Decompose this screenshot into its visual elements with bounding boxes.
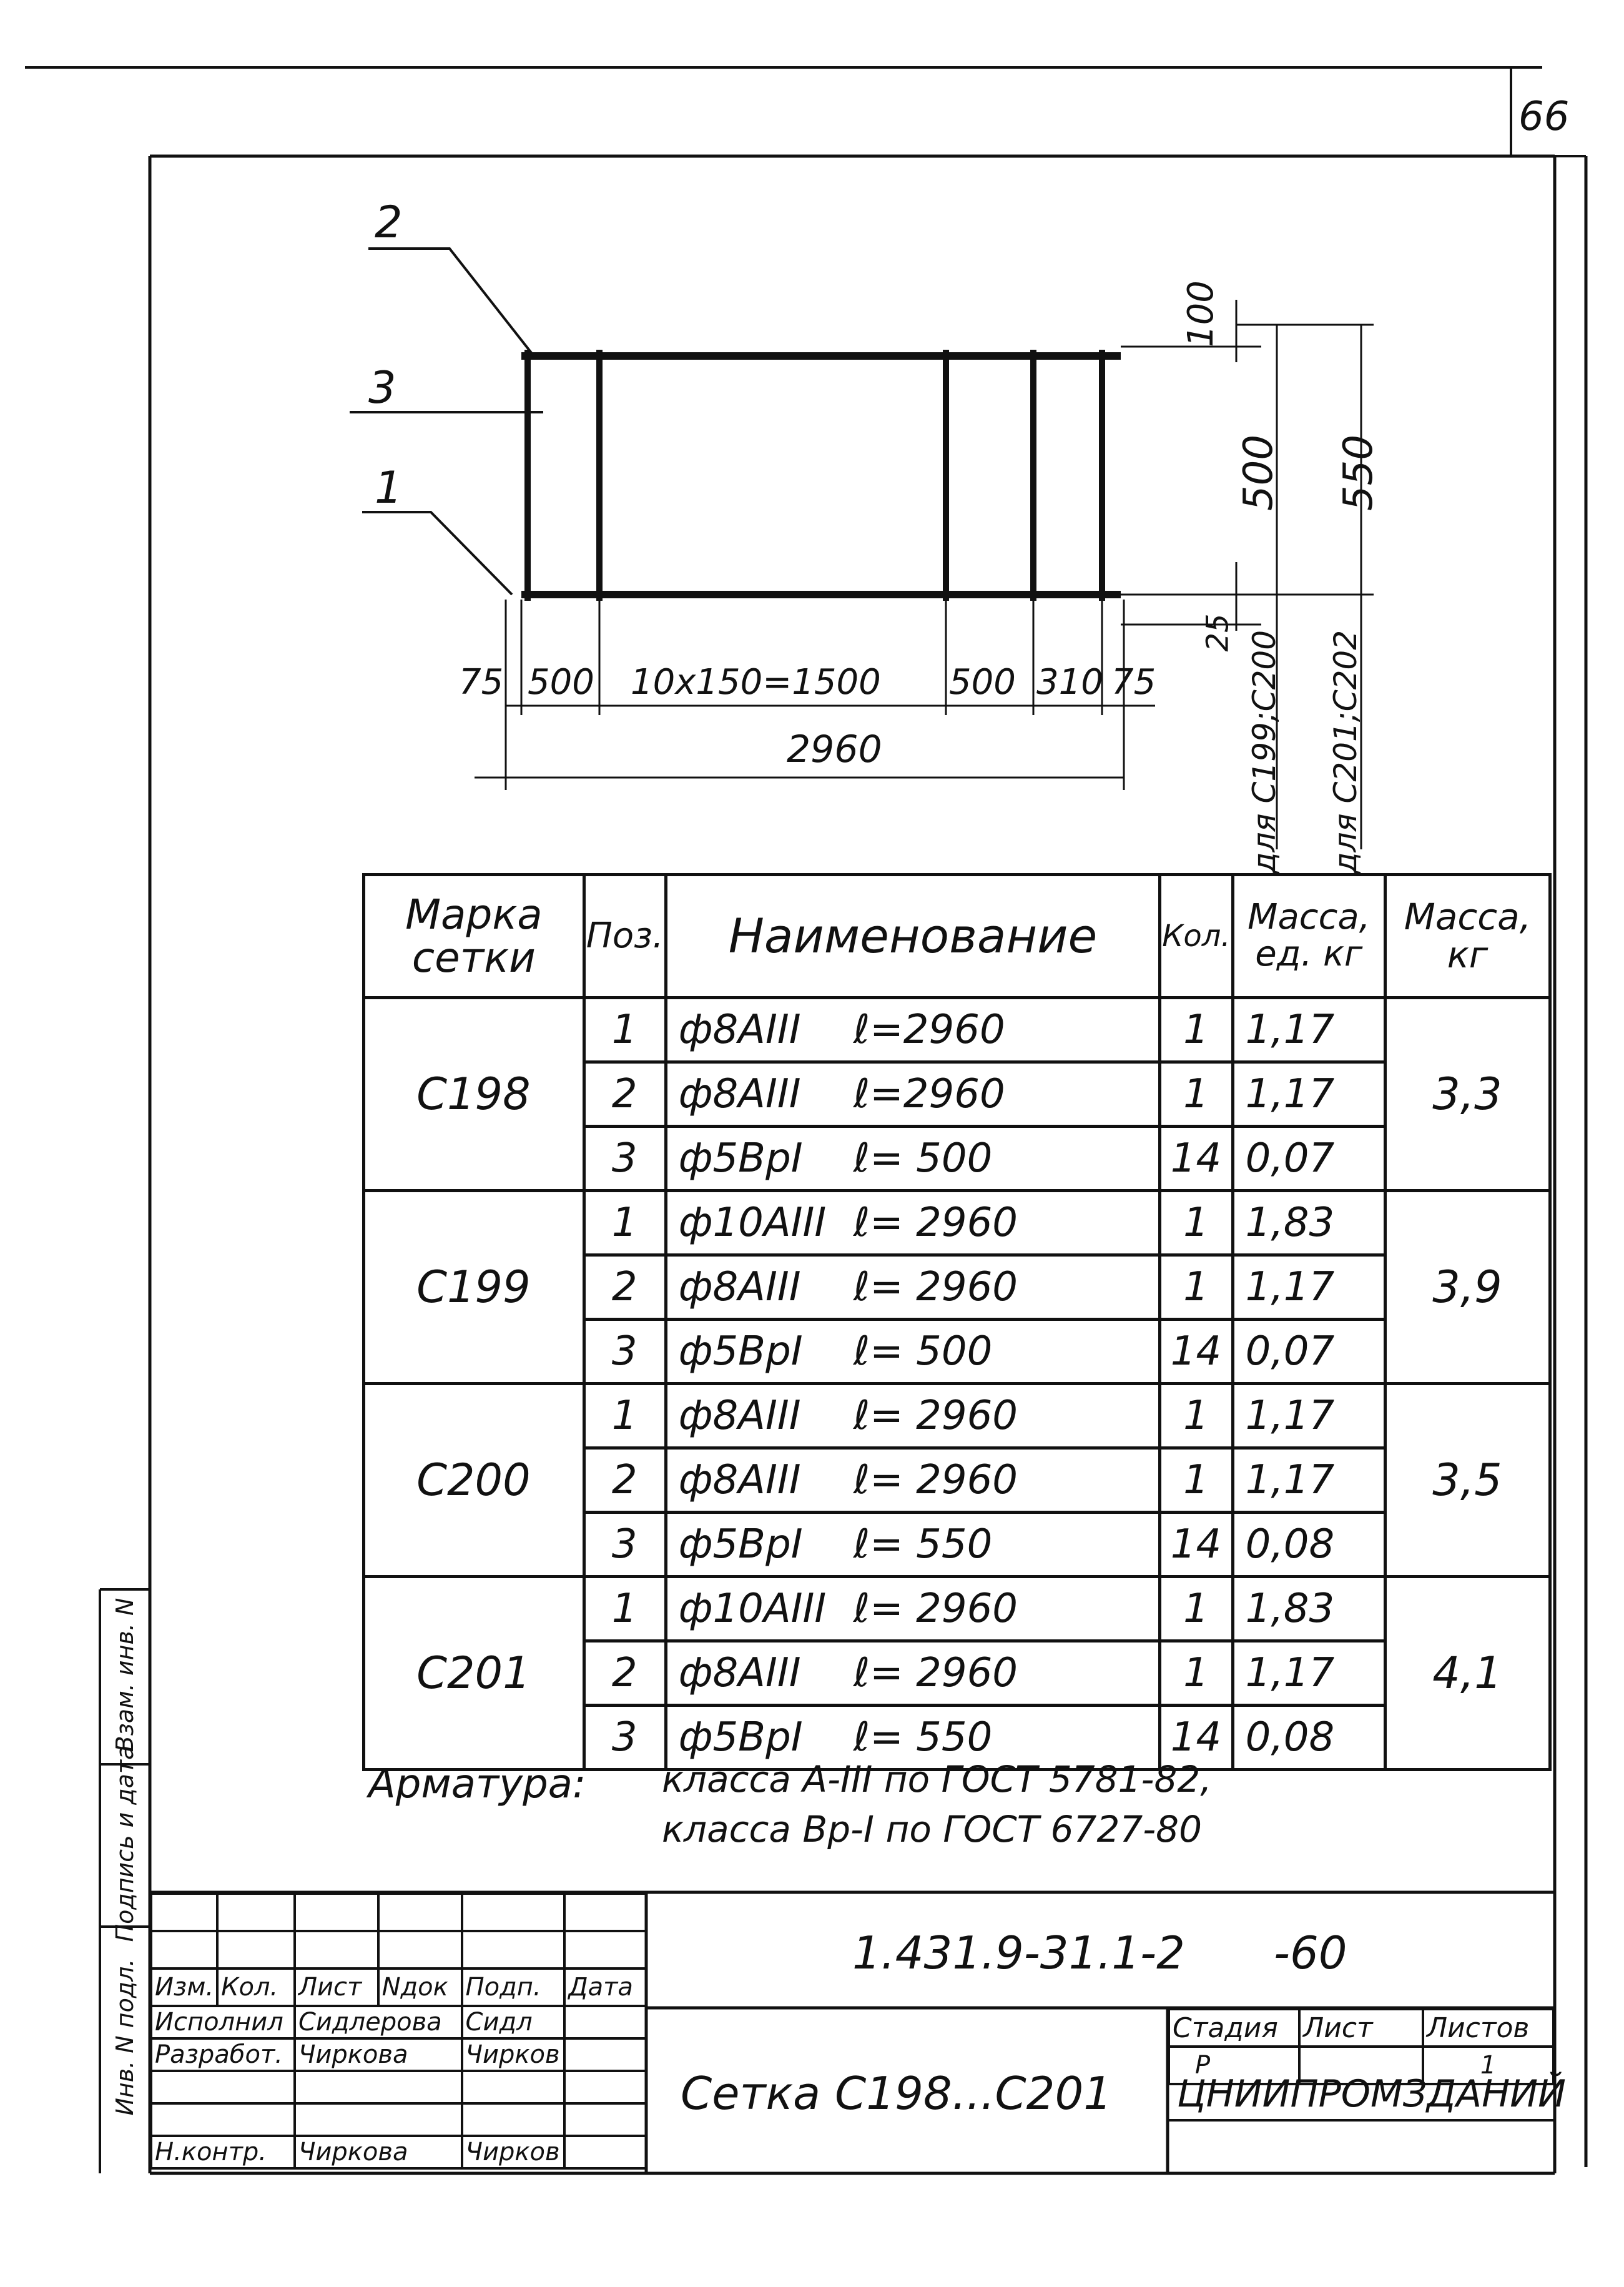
dim-10x150: 10x150=1500 <box>631 662 881 703</box>
total-mass-cell: 3,3 <box>1385 998 1550 1191</box>
side-stamp-sign-date: Подпись и дата <box>111 1745 139 1942</box>
bar-length: ℓ= 550 <box>853 1521 993 1568</box>
bar-name: ф8АIII <box>678 1071 801 1117</box>
bar-name: ф8АIII <box>678 1393 801 1439</box>
pos-cell: 3 <box>584 1706 666 1770</box>
mass-cell: 0,08 <box>1233 1513 1385 1577</box>
pos-cell: 1 <box>584 1384 666 1448</box>
dim-25: 25 <box>1200 613 1236 652</box>
bar-name: ф8АIII <box>678 1650 801 1696</box>
total-mass-cell: 3,5 <box>1385 1384 1550 1577</box>
hdr-podp: Подп. <box>462 1968 565 2006</box>
qty-cell: 1 <box>1160 1448 1233 1513</box>
pos-label-1: 1 <box>375 462 403 513</box>
table-row <box>364 1577 1550 1641</box>
mark-cell: С198 <box>364 998 584 1191</box>
qty-cell: 1 <box>1160 998 1233 1062</box>
qty-cell: 1 <box>1160 1641 1233 1706</box>
name-cell <box>666 1513 1160 1577</box>
role-label <box>151 2071 295 2103</box>
dim-550-vertical: 550 <box>1336 434 1382 511</box>
dim-500-vertical: 500 <box>1236 434 1282 511</box>
role-label: Исполнил <box>151 2006 295 2038</box>
hdr-kol: Кол. <box>217 1968 295 2006</box>
bar-name: ф8АIII <box>678 1457 801 1503</box>
bar-name: ф8АIII <box>678 1007 801 1053</box>
dim-2960: 2960 <box>787 728 882 771</box>
bar-length: ℓ= 2960 <box>853 1457 1018 1503</box>
mass-cell: 1,83 <box>1233 1577 1385 1641</box>
col-mark: Марка сетки <box>364 875 584 998</box>
hdr-list: Лист <box>295 1968 378 2006</box>
name-cell <box>666 1255 1160 1320</box>
hdr-ndok: Nдок <box>378 1968 462 2006</box>
doc-suffix: -60 <box>1274 1927 1347 1979</box>
dim-310: 310 <box>1036 662 1103 703</box>
bar-length: ℓ= 500 <box>853 1135 993 1182</box>
stage-label: Стадия <box>1169 2009 1299 2047</box>
spec-header-row <box>364 875 1550 998</box>
mass-cell: 1,17 <box>1233 998 1385 1062</box>
pos-cell: 2 <box>584 1448 666 1513</box>
spec-table <box>362 873 1552 1771</box>
mass-cell: 1,17 <box>1233 1255 1385 1320</box>
mass-cell: 1,83 <box>1233 1191 1385 1255</box>
mass-cell: 0,08 <box>1233 1706 1385 1770</box>
role-signature <box>462 2103 565 2136</box>
bar-length: ℓ=2960 <box>853 1007 1005 1053</box>
drawing-title: Сетка С198...С201 <box>681 2067 1113 2120</box>
bar-name: ф5ВрI <box>678 1714 803 1761</box>
bar-length: ℓ= 500 <box>853 1328 993 1375</box>
mark-cell: С199 <box>364 1191 584 1384</box>
note-c201-c202: для С201;С202 <box>1327 630 1364 874</box>
doc-code: 1.431.9-31.1-2 <box>852 1927 1185 1979</box>
role-row <box>151 2006 646 2038</box>
col-qty: Кол. <box>1160 875 1233 998</box>
role-signature: Чирков <box>462 2136 565 2168</box>
mass-cell: 1,17 <box>1233 1384 1385 1448</box>
qty-cell: 1 <box>1160 1255 1233 1320</box>
name-cell <box>666 1641 1160 1706</box>
role-name <box>295 2103 462 2136</box>
mass-cell: 1,17 <box>1233 1062 1385 1127</box>
role-row <box>151 2038 646 2071</box>
mesh-drawing <box>521 350 1121 601</box>
bar-name: ф10АIII <box>678 1586 827 1632</box>
role-signature <box>462 2071 565 2103</box>
bar-length: ℓ= 2960 <box>853 1200 1018 1246</box>
dim-75-left: 75 <box>459 662 504 703</box>
qty-cell: 1 <box>1160 1191 1233 1255</box>
pos-cell: 3 <box>584 1127 666 1191</box>
bar-name: ф5ВрI <box>678 1135 803 1182</box>
role-name: Сидлерова <box>295 2006 462 2038</box>
pos-cell: 1 <box>584 998 666 1062</box>
role-name: Чиркова <box>295 2136 462 2168</box>
mass-cell: 1,17 <box>1233 1641 1385 1706</box>
name-cell <box>666 1191 1160 1255</box>
pos-cell: 3 <box>584 1513 666 1577</box>
role-name <box>295 2071 462 2103</box>
dim-75-right: 75 <box>1111 662 1156 703</box>
bar-length: ℓ= 550 <box>853 1714 993 1761</box>
name-cell <box>666 1320 1160 1384</box>
role-signature: Сидл <box>462 2006 565 2038</box>
bar-name: ф5ВрI <box>678 1328 803 1375</box>
pos-label-3: 3 <box>368 362 396 413</box>
signature-header-row <box>151 1968 646 2006</box>
name-cell <box>666 1127 1160 1191</box>
pos-cell: 2 <box>584 1062 666 1127</box>
table-row <box>364 1384 1550 1448</box>
bar-length: ℓ=2960 <box>853 1071 1005 1117</box>
side-stamp-replace: Взам. инв. N <box>111 1598 139 1752</box>
col-name: Наименование <box>666 875 1160 998</box>
mark-cell: С201 <box>364 1577 584 1770</box>
mass-cell: 1,17 <box>1233 1448 1385 1513</box>
pos-label-2: 2 <box>375 197 403 248</box>
sheets-label: Листов <box>1423 2009 1553 2047</box>
bar-length: ℓ= 2960 <box>853 1393 1018 1439</box>
col-pos: Поз. <box>584 875 666 998</box>
qty-cell: 14 <box>1160 1127 1233 1191</box>
role-label: Н.контр. <box>151 2136 295 2168</box>
sheet-number: 66 <box>1518 94 1570 140</box>
total-mass-cell: 4,1 <box>1385 1577 1550 1770</box>
signature-table <box>150 1892 647 2170</box>
bar-name: ф10АIII <box>678 1200 827 1246</box>
hdr-data: Дата <box>564 1968 646 2006</box>
role-label <box>151 2103 295 2136</box>
name-cell <box>666 1062 1160 1127</box>
note-line-2: класса Вр-I по ГОСТ 6727-80 <box>662 1808 1202 1850</box>
qty-cell: 14 <box>1160 1513 1233 1577</box>
total-mass-cell: 3,9 <box>1385 1191 1550 1384</box>
note-line-1: класса А-III по ГОСТ 5781-82, <box>662 1758 1212 1800</box>
pos-cell: 2 <box>584 1641 666 1706</box>
mark-cell: С200 <box>364 1384 584 1577</box>
qty-cell: 1 <box>1160 1384 1233 1448</box>
pos-cell: 2 <box>584 1255 666 1320</box>
role-name: Чиркова <box>295 2038 462 2071</box>
sheets-value: 1 <box>1423 2047 1553 2084</box>
pos-cell: 1 <box>584 1191 666 1255</box>
pos-cell: 1 <box>584 1577 666 1641</box>
dim-500-left: 500 <box>528 662 594 703</box>
bar-name: ф5ВрI <box>678 1521 803 1568</box>
stage-value: Р <box>1169 2047 1299 2084</box>
role-row <box>151 2103 646 2136</box>
dim-500-right: 500 <box>949 662 1016 703</box>
role-row <box>151 2136 646 2168</box>
qty-cell: 14 <box>1160 1706 1233 1770</box>
pos-cell: 3 <box>584 1320 666 1384</box>
bar-length: ℓ= 2960 <box>853 1264 1018 1310</box>
role-label: Разработ. <box>151 2038 295 2071</box>
mass-cell: 0,07 <box>1233 1127 1385 1191</box>
qty-cell: 1 <box>1160 1062 1233 1127</box>
col-total-mass: Масса, кг <box>1385 875 1550 998</box>
sheet-label: Лист <box>1299 2009 1423 2047</box>
mass-cell: 0,07 <box>1233 1320 1385 1384</box>
col-unit-mass: Масса, ед. кг <box>1233 875 1385 998</box>
side-stamp-inv: Инв. N подл. <box>111 1959 139 2116</box>
dim-100: 100 <box>1180 280 1221 347</box>
note-label: Арматура: <box>368 1761 586 1807</box>
qty-cell: 14 <box>1160 1320 1233 1384</box>
qty-cell: 1 <box>1160 1577 1233 1641</box>
hdr-izm: Изм. <box>151 1968 217 2006</box>
table-row <box>364 1191 1550 1255</box>
role-signature: Чирков <box>462 2038 565 2071</box>
role-row <box>151 2071 646 2103</box>
name-cell <box>666 998 1160 1062</box>
bar-name: ф8АIII <box>678 1264 801 1310</box>
name-cell <box>666 1577 1160 1641</box>
note-c199-c200: для С199;С200 <box>1246 630 1282 874</box>
name-cell <box>666 1384 1160 1448</box>
bar-length: ℓ= 2960 <box>853 1650 1018 1696</box>
bar-length: ℓ= 2960 <box>853 1586 1018 1632</box>
table-row <box>364 998 1550 1062</box>
organization: ЦНИИПРОМЗДАНИЙ <box>1177 2072 1567 2116</box>
name-cell <box>666 1448 1160 1513</box>
